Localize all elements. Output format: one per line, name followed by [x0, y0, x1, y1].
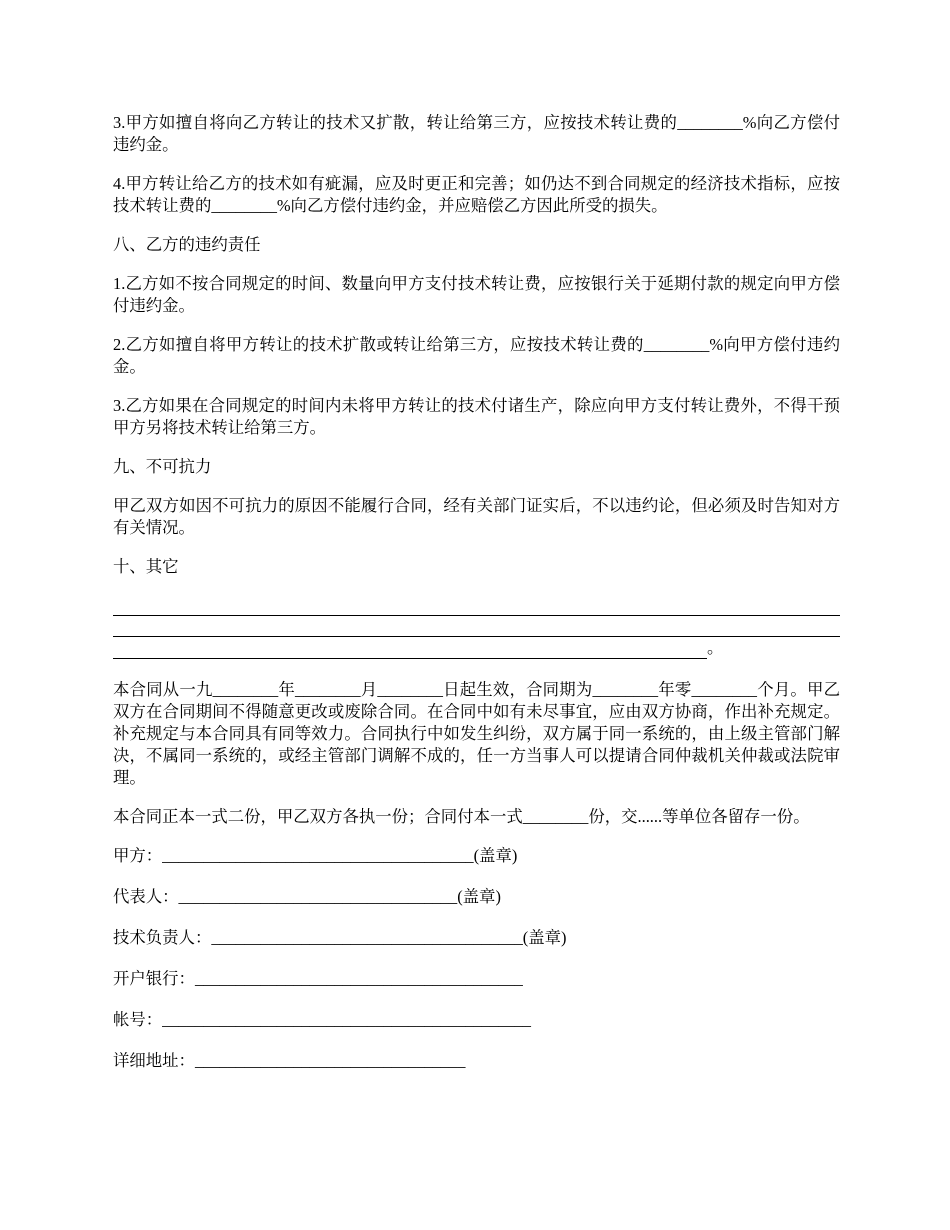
end-mark: 。: [707, 638, 724, 657]
blank-line: [113, 595, 840, 616]
section-heading: 十、其它: [113, 557, 179, 576]
signature-party-a: 甲方：______________________________________(盖章): [113, 846, 518, 865]
section-heading: 八、乙方的违约责任: [113, 235, 261, 254]
clause-paragraph: 1.乙方如不按合同规定的时间、数量向甲方支付技术转让费，应按银行关于延期付款的规定向甲方偿付违约金。: [113, 274, 840, 315]
signature-account: 帐号：_____________________________________________: [113, 1010, 531, 1029]
blank-line: [113, 638, 707, 659]
clause-paragraph: 2.乙方如擅自将甲方转让的技术扩散或转让给第三方，应按技术转让费的________%向甲方偿付违约金。: [113, 335, 840, 376]
clause-paragraph: 4.甲方转让给乙方的技术如有疵漏，应及时更正和完善；如仍达不到合同规定的经济技术指标，应按技术转让费的________%向乙方偿付违约金，并应赔偿乙方因此所受的损失。: [113, 174, 840, 215]
signature-representative: 代表人：__________________________________(盖章): [113, 887, 501, 906]
clause-paragraph: 甲乙双方如因不可抗力的原因不能履行合同，经有关部门证实后，不以违约论，但必须及时告知对方有关情况。: [113, 496, 840, 537]
signature-address: 详细地址：_________________________________: [113, 1051, 466, 1070]
signature-tech-lead: 技术负责人：______________________________________(盖章): [113, 928, 567, 947]
copies-paragraph: 本合同正本一式二份，甲乙双方各执一份；合同付本一式________份，交......等单位各留存一份。: [113, 807, 810, 826]
validity-paragraph: 本合同从一九________年________月________日起生效，合同期为________年零________个月。甲乙双方在合同期间不得随意更改或废除合同。在合同中如有未尽事宜，应由双方协商，作出补充规定。补充规定与本合同具有同等效力。合同执行中如发生纠纷，双方属于同一系统的，由上级主管部门解决，不属同一系统的，或经主管部门调解不成的，任一方当事人可以提请合同仲裁机关仲裁或法院审理。: [113, 680, 840, 787]
contract-page: [113, 112, 840, 1091]
signature-bank: 开户银行：________________________________________: [113, 969, 523, 988]
other-terms-blank: [113, 595, 840, 659]
blank-line: [113, 616, 840, 637]
clause-paragraph: 3.甲方如擅自将向乙方转让的技术又扩散，转让给第三方，应按技术转让费的________%向乙方偿付违约金。: [113, 113, 840, 154]
section-heading: 九、不可抗力: [113, 457, 212, 476]
clause-paragraph: 3.乙方如果在合同规定的时间内未将甲方转让的技术付诸生产，除应向甲方支付转让费外，不得干预甲方另将技术转让给第三方。: [113, 396, 840, 437]
